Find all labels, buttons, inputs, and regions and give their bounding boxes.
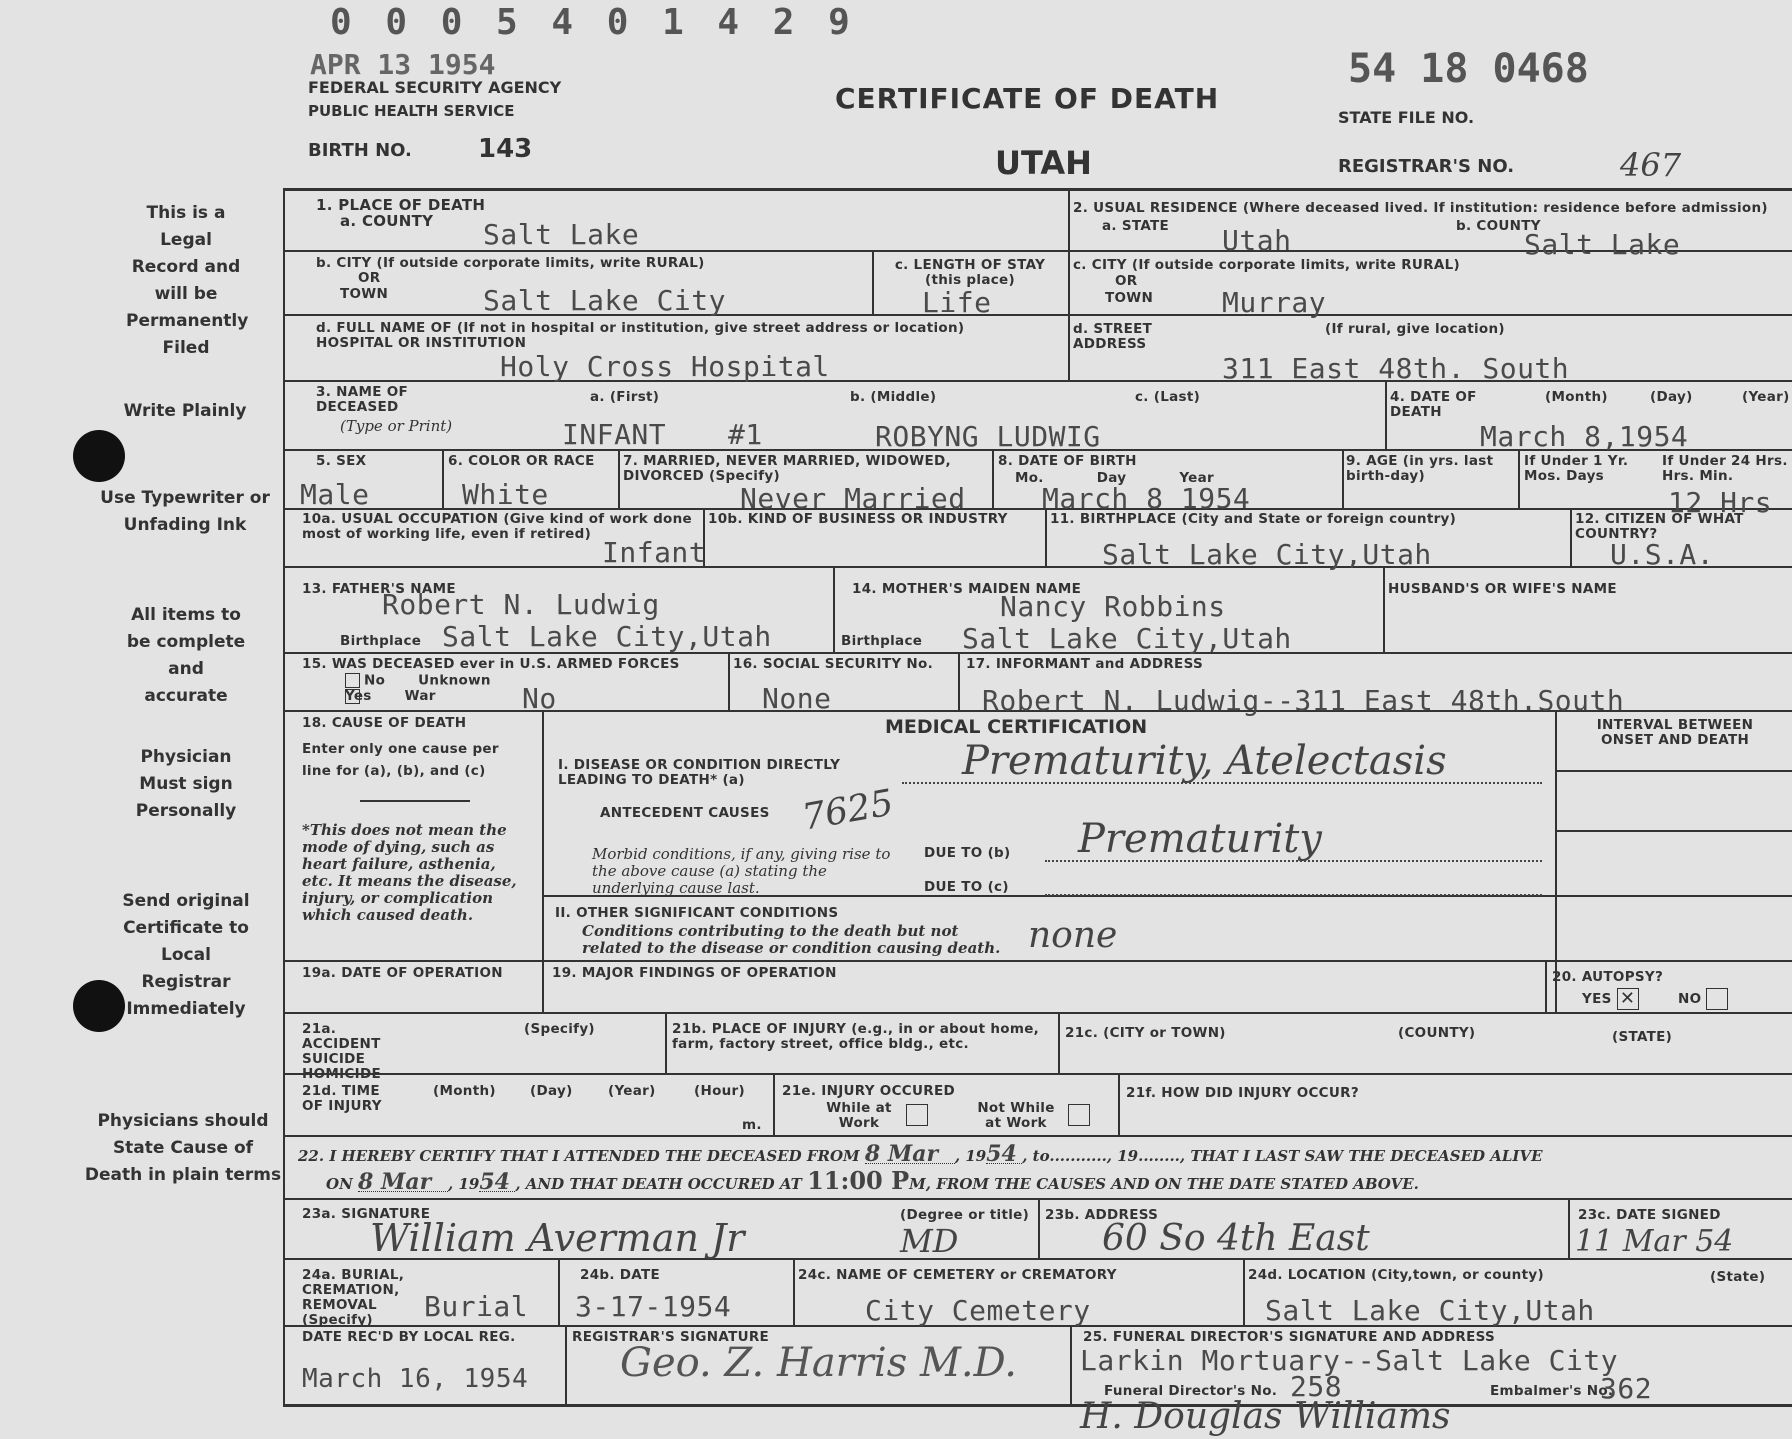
last-name-label: c. (Last) [1135,389,1201,405]
death-city-value[interactable]: Salt Lake City [483,284,727,317]
op-findings-label: 19. MAJOR FINDINGS OF OPERATION [552,965,837,981]
other-label: II. OTHER SIGNIFICANT CONDITIONS [555,905,839,921]
cert-line-1: 22. I HEREBY CERTIFY THAT I ATTENDED THE DECEASED FROM 8 Mar , 1954 , to..........., 19........, THAT I LAST SAW THE DECEASED ALIVE [298,1141,1543,1167]
address-value[interactable]: 60 So 4th East [1102,1218,1370,1259]
stay-value[interactable]: Life [922,286,992,319]
city-c-label: c. CITY (If outside corporate limits, write RURAL) [1073,257,1460,273]
res-state-label: a. STATE [1102,218,1170,234]
cause-a-value[interactable]: Prematurity, Atelectasis [962,738,1447,784]
armed-options [345,673,545,704]
death-date-value[interactable]: March 8,1954 [1480,420,1689,453]
fd-no-value[interactable]: 258 [1290,1370,1343,1403]
burial-date-label: 24b. DATE [580,1267,661,1283]
hours-value[interactable]: 12 Hrs [1668,486,1773,519]
last-seen-value[interactable]: 8 Mar [358,1174,448,1192]
cause-code[interactable]: 7625 [799,782,897,839]
autopsy-yes [1582,988,1643,1010]
or-label-b: OR [358,270,381,286]
death-time-value[interactable]: 11:00 P [807,1166,910,1195]
time-injury-label: 21d. TIME OF INJURY [302,1083,382,1114]
note-complete: All items to be complete and accurate [126,605,246,706]
location-value[interactable]: Salt Lake City,Utah [1265,1294,1595,1327]
time-day-label: (Day) [530,1083,573,1099]
place-injury-label: 21b. PLACE OF INJURY (e.g., in or about home, farm, factory street, office bldg., etc. [672,1021,1040,1052]
death-county-value[interactable]: Salt Lake [483,218,640,251]
morbid-label: Morbid conditions, if any, giving rise to the above cause (a) stating the underlying cause last. [592,845,891,897]
street-value[interactable]: 311 East 48th. South [1222,352,1570,385]
accident-specify: (Specify) [524,1021,595,1037]
time-m-label: m. [742,1117,762,1133]
funeral-label: 25. FUNERAL DIRECTOR'S SIGNATURE AND ADDRESS [1083,1329,1496,1345]
funeral-director-signature[interactable]: H. Douglas Williams [1080,1396,1451,1437]
race-value[interactable]: White [462,478,549,511]
date-signed-value[interactable]: 11 Mar 54 [1575,1224,1734,1259]
month-label: (Month) [1545,389,1608,405]
sex-label: 5. SEX [316,453,367,469]
agency-name: FEDERAL SECURITY AGENCY [308,78,562,97]
how-label: 21f. HOW DID INJURY OCCUR? [1126,1085,1359,1101]
cemetery-value[interactable]: City Cemetery [865,1294,1091,1327]
town-label-c: TOWN [1105,290,1154,306]
state-title: UTAH [995,144,1092,182]
accident-label: 21a. ACCIDENT SUICIDE HOMICIDE [302,1021,381,1082]
emb-no-value[interactable]: 362 [1600,1372,1653,1405]
serial-number: 0 0 0 5 4 0 1 4 2 9 [330,2,856,43]
address-label: 23b. ADDRESS [1045,1207,1159,1223]
father-value[interactable]: Robert N. Ludwig [382,588,660,621]
marital-label: 7. MARRIED, NEVER MARRIED, WIDOWED, DIVORCED (Specify) [623,453,951,484]
county-a-label: a. COUNTY [340,212,434,230]
due-c-label: DUE TO (c) [924,879,1009,895]
registrar-sig-value[interactable]: Geo. Z. Harris M.D. [620,1340,1017,1386]
received-stamp: APR 13 1954 [310,48,496,81]
cert-3-text: AND THAT DEATH OCCURED AT [525,1175,802,1193]
fd-no-label: Funeral Director's No. [1104,1383,1278,1399]
res-county-value[interactable]: Salt Lake [1524,228,1681,261]
state-injury-label: (STATE) [1612,1029,1673,1045]
birth-no-label: BIRTH NO. [308,140,412,161]
burial-date-value[interactable]: 3-17-1954 [575,1290,732,1323]
other-desc: Conditions contributing to the death but not related to the disease or condition causing death. [582,922,1001,957]
note-typewriter: Use Typewriter or Unfading Ink [100,488,270,535]
registrar-no: 467 [1620,146,1682,184]
color-label: 6. COLOR OR RACE [448,453,595,469]
informant-value[interactable]: Robert N. Ludwig--311 East 48th.South [982,684,1625,717]
cause-c-line [1045,894,1542,896]
father-birthplace-value[interactable]: Salt Lake City,Utah [442,620,772,653]
while-work-checkbox[interactable] [906,1104,928,1126]
county-injury-label: (COUNTY) [1398,1025,1476,1041]
mother-birthplace-label: Birthplace [841,633,923,649]
city-b-label: b. CITY (If outside corporate limits, write RURAL) [316,255,705,271]
under-24-label: If Under 24 Hrs. Hrs. Min. [1662,453,1788,484]
service-name: PUBLIC HEALTH SERVICE [308,102,515,120]
marital-value[interactable]: Never Married [740,482,966,515]
not-work-checkbox[interactable] [1068,1104,1090,1126]
degree-value[interactable]: MD [900,1222,959,1260]
armed-value[interactable]: No [522,682,557,715]
autopsy-yes-text: YES [1582,991,1612,1007]
cause-instr: Enter only one cause per line for (a), (b), and (c) [302,741,499,779]
cemetery-label: 24c. NAME OF CEMETERY or CREMATORY [798,1267,1117,1283]
town-label-b: TOWN [340,286,389,302]
res-state-value[interactable]: Utah [1222,224,1292,257]
birth-no: 143 [478,134,533,164]
cause-note: *This does not mean the mode of dying, such as heart failure, asthenia, etc. It means the disease, injury, or complication which caused death. [302,821,517,924]
birthplace-label: 11. BIRTHPLACE (City and State or foreign country) [1050,511,1457,527]
year-label: (Year) [1742,389,1790,405]
cause-b-value[interactable]: Prematurity [1078,816,1322,862]
middle-name-value[interactable]: #1 [728,418,763,451]
dob-value[interactable]: March 8 1954 [1042,482,1251,515]
signature-label: 23a. SIGNATURE [302,1206,431,1222]
state-file-label: STATE FILE NO. [1338,108,1475,127]
length-stay-label: c. LENGTH OF STAY (this place) [894,257,1046,288]
disease-label: I. DISEASE OR CONDITION DIRECTLY LEADING TO DEATH* (a) [558,757,841,788]
armed-options-text: No Unknown Yes War [345,672,491,704]
time-year-label: (Year) [608,1083,656,1099]
mother-birthplace-value[interactable]: Salt Lake City,Utah [962,622,1292,655]
cause-label: 18. CAUSE OF DEATH [302,715,467,731]
street-label: d. STREET ADDRESS [1073,321,1153,352]
age-label: 9. AGE (in yrs. last birth-day) [1346,453,1494,484]
note-physician: Physician Must sign Personally [135,747,237,821]
rural-label: (If rural, give location) [1325,321,1505,337]
middle-name-label: b. (Middle) [850,389,937,405]
registrar-label: REGISTRAR'S NO. [1338,156,1515,177]
injury-occ-label: 21e. INJURY OCCURED [782,1083,955,1099]
date-signed-label: 23c. DATE SIGNED [1578,1207,1721,1223]
occupation-label: 10a. USUAL OCCUPATION (Give kind of work done most of working life, even if retired) [302,511,692,542]
citizen-value[interactable]: U.S.A. [1610,538,1715,571]
note-write-plainly: Write Plainly [123,401,247,421]
place-of-death-label: 1. PLACE OF DEATH [316,196,486,214]
autopsy-no-text: NO [1678,991,1702,1007]
last-seen-year[interactable]: 54 [479,1174,515,1192]
medical-cert-title: MEDICAL CERTIFICATION [885,716,1148,738]
dob-cols-label: Mo. Day Year [1015,470,1214,486]
degree-label: (Degree or title) [900,1207,1030,1223]
day-label: (Day) [1650,389,1693,405]
mother-value[interactable]: Nancy Robbins [1000,590,1226,623]
first-name-value[interactable]: INFANT [562,418,667,451]
ssn-label: 16. SOCIAL SECURITY No. [733,656,934,672]
name-deceased-label: 3. NAME OF DECEASED [316,384,409,415]
date-recd-value[interactable]: March 16, 1954 [302,1364,529,1394]
citizen-label: 12. CITIZEN OF WHAT COUNTRY? [1575,511,1744,542]
not-work-label: Not While at Work [977,1100,1055,1131]
spouse-label: HUSBAND'S OR WIFE'S NAME [1388,581,1617,597]
dob-label: 8. DATE OF BIRTH [998,453,1137,469]
location-state-label: (State) [1710,1269,1766,1285]
cert-1-text: 22. I HEREBY CERTIFY THAT I ATTENDED THE DECEASED FROM [298,1147,860,1165]
cert-4-text: M, FROM THE CAUSES AND ON THE DATE STATED ABOVE. [909,1175,1419,1193]
armed-yes-checkbox-row [345,689,364,705]
time-month-label: (Month) [433,1083,496,1099]
other-value[interactable]: none [1028,915,1118,956]
registrar-sig-label: REGISTRAR'S SIGNATURE [572,1329,770,1345]
birthplace-value[interactable]: Salt Lake City,Utah [1102,538,1432,571]
autopsy-no [1678,988,1732,1010]
sex-value[interactable]: Male [300,478,370,511]
father-birthplace-label: Birthplace [340,633,422,649]
business-label: 10b. KIND OF BUSINESS OR INDUSTRY [708,511,1008,527]
armed-yes-checkbox[interactable] [345,689,360,704]
from-date-value[interactable]: 8 Mar [865,1146,955,1164]
punch-hole-bottom [73,980,125,1032]
cert-line-2: ON 8 Mar , 1954 , AND THAT DEATH OCCURED AT 11:00 PM, FROM THE CAUSES AND ON THE DATE STATED ABOVE. [326,1166,1419,1195]
note-cause: Physicians should State Cause of Death in plain terms [84,1111,282,1185]
city-town-label: 21c. (CITY or TOWN) [1065,1025,1226,1041]
autopsy-label: 20. AUTOPSY? [1552,969,1664,985]
date-death-label: 4. DATE OF DEATH [1390,389,1477,420]
autopsy-no-checkbox[interactable] [1706,988,1728,1010]
date-recd-label: DATE REC'D BY LOCAL REG. [302,1329,516,1345]
hospital-value[interactable]: Holy Cross Hospital [500,350,830,383]
punch-hole-top [73,430,125,482]
res-county-label: b. COUNTY [1456,218,1541,234]
note-send: Send original Certificate to Local Registrar Immediately [122,891,250,1019]
funeral-value[interactable]: Larkin Mortuary--Salt Lake City [1080,1344,1619,1377]
last-name-value[interactable]: ROBYNG LUDWIG [875,420,1101,453]
antecedent-label: ANTECEDENT CAUSES [600,805,770,821]
signature-value[interactable]: William Averman Jr [370,1216,745,1260]
first-name-label: a. (First) [590,389,660,405]
res-city-value[interactable]: Murray [1222,286,1327,319]
autopsy-yes-checkbox[interactable]: ✕ [1617,988,1639,1010]
informant-label: 17. INFORMANT and ADDRESS [966,656,1204,672]
document-title: CERTIFICATE OF DEATH [835,82,1220,115]
under-1-label: If Under 1 Yr. Mos. Days [1524,453,1629,484]
ssn-value[interactable]: None [762,682,832,715]
op-date-label: 19a. DATE OF OPERATION [302,965,503,981]
from-year-value[interactable]: 54 [986,1146,1022,1164]
occupation-value[interactable]: Infant [602,536,707,569]
armed-no-checkbox[interactable] [345,673,360,688]
mother-label: 14. MOTHER'S MAIDEN NAME [852,581,1082,597]
while-work-label: While at Work [826,1100,892,1131]
hospital-label: d. FULL NAME OF (If not in hospital or institution, give street address or location) HOSPITAL OR INSTITUTION [316,320,965,351]
cause-separator [360,800,470,802]
interval-label: INTERVAL BETWEEN ONSET AND DEATH [1596,717,1754,748]
due-b-label: DUE TO (b) [924,845,1011,861]
father-label: 13. FATHER'S NAME [302,581,456,597]
armed-forces-label: 15. WAS DECEASED ever in U.S. ARMED FORCES [302,656,680,672]
burial-label: 24a. BURIAL, CREMATION, REMOVAL (Specify) [302,1267,405,1328]
state-file-no: 54 18 0468 [1348,46,1589,92]
time-hour-label: (Hour) [694,1083,745,1099]
type-print-label: (Type or Print) [340,417,453,435]
burial-value[interactable]: Burial [424,1290,529,1323]
cert-2-text: THAT I LAST SAW THE DECEASED ALIVE [1190,1147,1543,1165]
usual-residence-label: 2. USUAL RESIDENCE (Where deceased lived. If institution: residence before admission) [1073,200,1768,216]
location-label: 24d. LOCATION (City,town, or county) [1248,1267,1544,1283]
emb-no-label: Embalmer's No. [1490,1383,1614,1399]
or-label-c: OR [1115,273,1138,289]
note-legal-record: This is a Legal Record and will be Permanently Filed [126,203,249,358]
